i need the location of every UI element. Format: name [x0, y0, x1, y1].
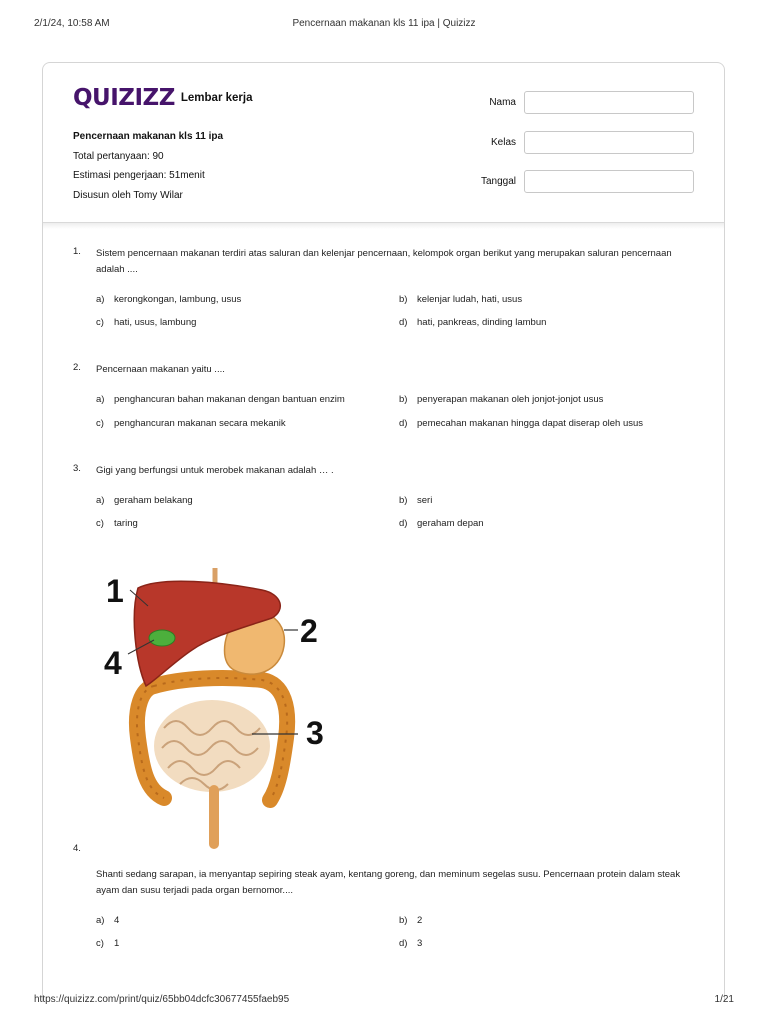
quiz-meta	[73, 127, 223, 205]
option-1b: b) kelenjar ludah, hati, usus	[399, 294, 523, 305]
date-label: Tanggal	[480, 176, 516, 187]
question-number: 2.	[73, 362, 81, 373]
class-label: Kelas	[490, 136, 516, 148]
print-page-title: Pencernaan makanan kls 11 ipa | Quizizz	[292, 18, 476, 29]
label-4: 4	[104, 645, 122, 681]
question-text: Sistem pencernaan makanan terdiri atas saluran dan kelenjar pencernaan, kelompok organ berikut yang merupakan saluran pencernaan adalah ....	[96, 248, 672, 275]
option-1a: a) kerongkongan, lambung, usus	[96, 294, 242, 305]
name-field[interactable]	[524, 91, 694, 114]
question-text: Gigi yang berfungsi untuk merobek makanan adalah … .	[96, 465, 334, 476]
print-page-count: 1/21	[714, 994, 734, 1005]
print-datetime: 2/1/24, 10:58 AM	[34, 18, 110, 29]
option-3d: d) geraham depan	[399, 518, 484, 529]
question-text: Shanti sedang sarapan, ia menyantap sepiring steak ayam, kentang goreng, dan meminum segelas susu. Pencernaan protein dalam steak ayam dan susu terjadi pada organ bernomor....	[96, 869, 681, 896]
option-3c: c) taring	[96, 518, 138, 529]
class-field-row	[474, 131, 694, 155]
question-4-body	[73, 867, 694, 901]
option-4d: d) 3	[399, 938, 423, 949]
estimated-time: Estimasi pengerjaan: 51menit	[73, 170, 205, 181]
question-number: 4.	[73, 843, 81, 854]
brand	[73, 85, 253, 111]
question-number: 1.	[73, 246, 81, 257]
worksheet	[42, 62, 725, 1002]
label-2: 2	[300, 613, 318, 649]
option-2d: d) pemecahan makanan hingga dapat diserap oleh usus	[399, 418, 644, 429]
date-field[interactable]	[524, 170, 694, 193]
name-field-row	[474, 91, 694, 115]
question-2	[73, 362, 694, 380]
option-1d: d) hati, pankreas, dinding lambun	[399, 317, 547, 328]
print-footer	[34, 994, 734, 1008]
quiz-title: Pencernaan makanan kls 11 ipa	[73, 131, 224, 142]
class-field[interactable]	[524, 131, 694, 154]
date-field-row	[474, 170, 694, 194]
header-divider	[43, 223, 724, 229]
question-1	[73, 246, 694, 282]
option-4c: c) 1	[96, 938, 120, 949]
label-3: 3	[306, 715, 324, 751]
question-text: Pencernaan makanan yaitu ....	[96, 364, 225, 375]
print-header	[34, 18, 734, 32]
question-3	[73, 463, 694, 481]
quizizz-logo: QUIZIZZ	[73, 85, 175, 111]
option-3a: a) geraham belakang	[96, 495, 193, 506]
name-label: Nama	[489, 97, 516, 108]
option-2b: b) penyerapan makanan oleh jonjot-jonjot usus	[399, 394, 604, 405]
label-1: 1	[106, 573, 124, 609]
student-fields	[474, 91, 694, 210]
option-3b: b) seri	[399, 495, 433, 506]
worksheet-label: Lembar kerja	[180, 92, 253, 104]
author: Disusun oleh Tomy Wilar	[73, 189, 183, 201]
total-questions: Total pertanyaan: 90	[73, 150, 164, 162]
option-4b: b) 2	[399, 915, 423, 926]
gallbladder-shape	[149, 630, 175, 646]
question-number: 3.	[73, 463, 81, 474]
print-url: https://quizizz.com/print/quiz/65bb04dcfc30677455faeb95	[34, 994, 290, 1005]
option-4a: a) 4	[96, 915, 120, 926]
option-2a: a) penghancuran bahan makanan dengan bantuan enzim	[96, 394, 345, 405]
option-2c: c) penghancuran makanan secara mekanik	[96, 418, 286, 429]
option-1c: c) hati, usus, lambung	[96, 317, 197, 328]
digestive-system-diagram	[102, 568, 334, 852]
worksheet-header	[43, 63, 724, 223]
